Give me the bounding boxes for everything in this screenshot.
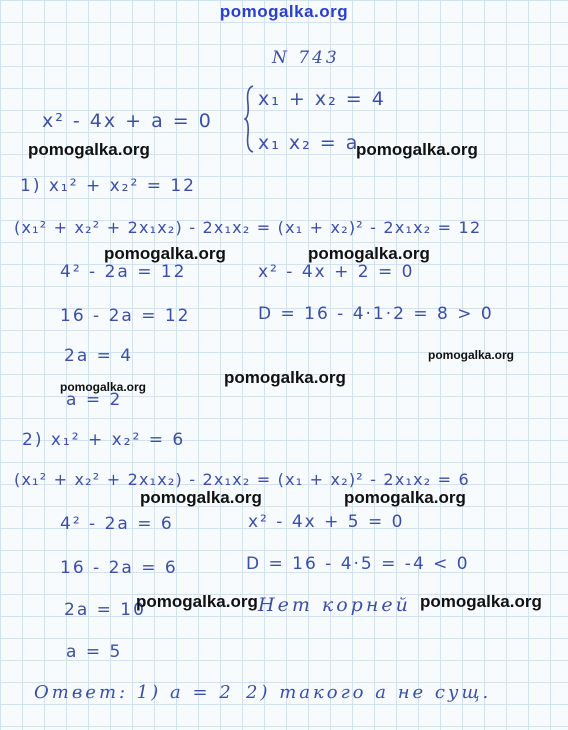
watermark-3: pomogalka.org: [104, 244, 226, 263]
part2-step2: 16 - 2a = 6: [60, 558, 178, 578]
part1-step1: 4² - 2a = 12: [60, 262, 187, 282]
watermark-4: pomogalka.org: [308, 244, 430, 263]
part2-result: a = 5: [66, 642, 123, 662]
system-sum: x₁ + x₂ = 4: [258, 88, 386, 110]
part1-result: a = 2: [66, 390, 123, 410]
watermark-top: pomogalka.org: [219, 2, 349, 21]
watermark-1: pomogalka.org: [28, 140, 150, 159]
watermark-2: pomogalka.org: [356, 140, 478, 159]
main-equation: x² - 4x + a = 0: [42, 110, 213, 132]
part1-quadratic: x² - 4x + 2 = 0: [258, 262, 415, 282]
watermark-11: pomogalka.org: [420, 592, 542, 611]
answer-part1: Ответ: 1) a = 2: [34, 682, 234, 703]
system-brace: [244, 84, 254, 154]
part1-step2: 16 - 2a = 12: [60, 306, 191, 326]
watermark-10: pomogalka.org: [136, 592, 258, 611]
part2-discriminant: D = 16 - 4·5 = -4 < 0: [246, 554, 470, 574]
part2-identity: (x₁² + x₂² + 2x₁x₂) - 2x₁x₂ = (x₁ + x₂)² - 2x₁x₂ = 6: [14, 470, 470, 489]
problem-number: N 743: [272, 48, 340, 68]
part1-step3: 2a = 4: [64, 346, 134, 366]
watermark-7: pomogalka.org: [60, 380, 147, 394]
part2-condition: 2) x₁² + x₂² = 6: [22, 430, 186, 450]
part2-no-roots: Нет корней: [258, 594, 411, 616]
watermark-9: pomogalka.org: [344, 488, 466, 507]
part2-quadratic: x² - 4x + 5 = 0: [248, 512, 405, 532]
watermark-5: pomogalka.org: [428, 348, 515, 362]
watermark-8: pomogalka.org: [140, 488, 262, 507]
part1-discriminant: D = 16 - 4·1·2 = 8 > 0: [258, 304, 494, 324]
system-product: x₁ x₂ = a: [258, 132, 360, 154]
part2-step1: 4² - 2a = 6: [60, 514, 174, 534]
answer-part2: 2) такого a не сущ.: [246, 682, 492, 703]
part2-step3: 2a = 10: [64, 600, 146, 620]
watermark-6: pomogalka.org: [224, 368, 346, 387]
part1-condition: 1) x₁² + x₂² = 12: [20, 176, 196, 196]
part1-identity: (x₁² + x₂² + 2x₁x₂) - 2x₁x₂ = (x₁ + x₂)² - 2x₁x₂ = 12: [14, 218, 482, 237]
